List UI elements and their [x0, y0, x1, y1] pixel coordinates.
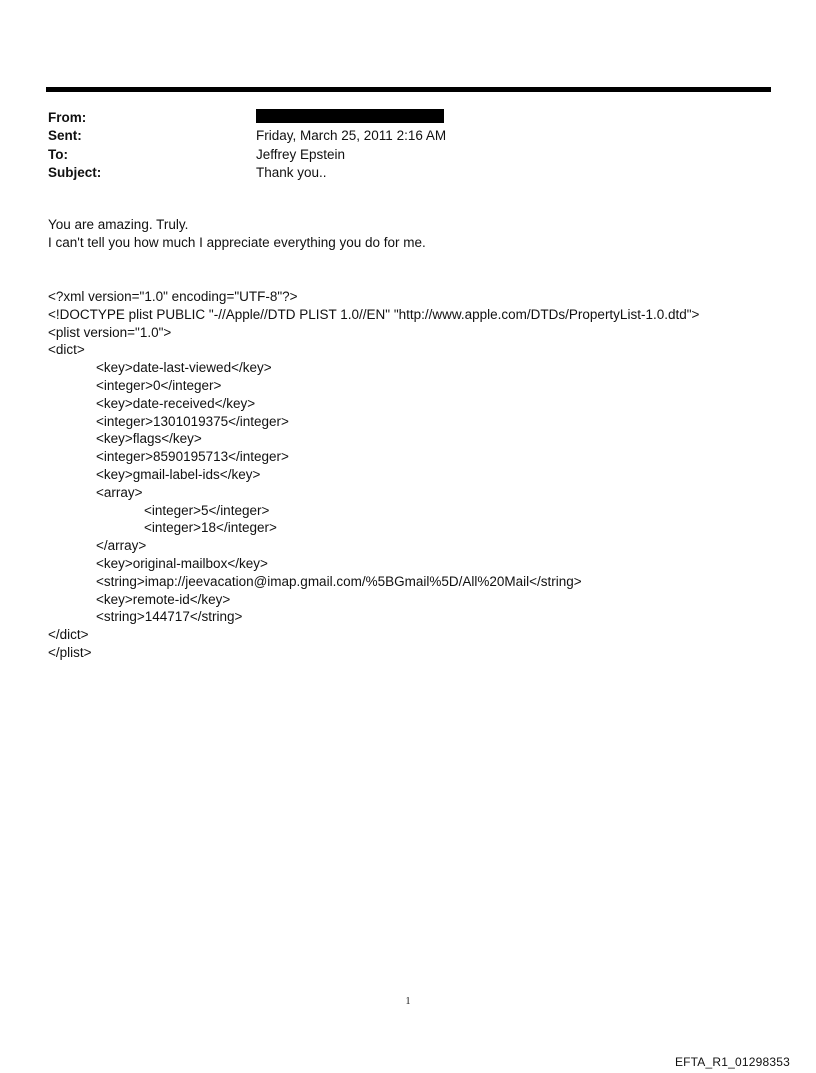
- subject-label: Subject:: [48, 165, 102, 181]
- xml-line: <integer>18</integer>: [144, 520, 277, 536]
- xml-line: <key>original-mailbox</key>: [96, 555, 268, 571]
- body-line-1: You are amazing. Truly.: [48, 217, 189, 232]
- xml-line: </plist>: [48, 644, 92, 660]
- email-header: [48, 108, 768, 182]
- xml-line: <dict>: [48, 342, 85, 358]
- sent-value: Friday, March 25, 2011 2:16 AM: [256, 128, 447, 144]
- xml-line: <!DOCTYPE plist PUBLIC "-//Apple//DTD PLIST 1.0//EN" "http://www.apple.com/DTDs/PropertyList-1.0.dtd">: [48, 306, 700, 322]
- document-id: EFTA_R1_01298353: [674, 1055, 790, 1069]
- xml-line: </dict>: [48, 627, 89, 643]
- xml-line: <integer>8590195713</integer>: [96, 449, 289, 465]
- to-value: Jeffrey Epstein: [256, 146, 346, 162]
- sent-label: Sent:: [48, 128, 82, 144]
- xml-line: <integer>0</integer>: [96, 377, 222, 393]
- xml-line: </array>: [96, 538, 147, 554]
- from-label: From:: [48, 109, 87, 125]
- xml-line: <array>: [96, 484, 143, 500]
- xml-line: <key>gmail-label-ids</key>: [96, 466, 261, 482]
- xml-line: <key>date-last-viewed</key>: [96, 360, 272, 376]
- xml-line: <integer>5</integer>: [144, 502, 270, 518]
- xml-line: <?xml version="1.0" encoding="UTF-8"?>: [48, 289, 298, 304]
- xml-line: <key>flags</key>: [96, 431, 202, 447]
- body-line-2: I can't tell you how much I appreciate everything you do for me.: [48, 235, 426, 250]
- from-value-redacted: [256, 110, 444, 125]
- to-label: To:: [48, 146, 68, 162]
- xml-line: <key>remote-id</key>: [96, 591, 231, 607]
- xml-line: <string>imap://jeevacation@imap.gmail.com/%5BGmail%5D/All%20Mail</string>: [96, 573, 582, 589]
- sent-row: [48, 127, 768, 146]
- plist-xml-block: [48, 288, 699, 662]
- redaction-box: [256, 109, 444, 123]
- xml-line: <integer>1301019375</integer>: [96, 413, 289, 429]
- to-row: [48, 145, 768, 164]
- email-body: [48, 216, 426, 252]
- xml-line: <string>144717</string>: [96, 609, 243, 625]
- page-number: 1: [405, 996, 411, 1007]
- top-divider: [46, 87, 771, 92]
- xml-line: <key>date-received</key>: [96, 395, 256, 411]
- subject-row: [48, 164, 768, 183]
- from-row: [48, 108, 768, 127]
- subject-value: Thank you..: [256, 165, 327, 181]
- xml-line: <plist version="1.0">: [48, 324, 172, 340]
